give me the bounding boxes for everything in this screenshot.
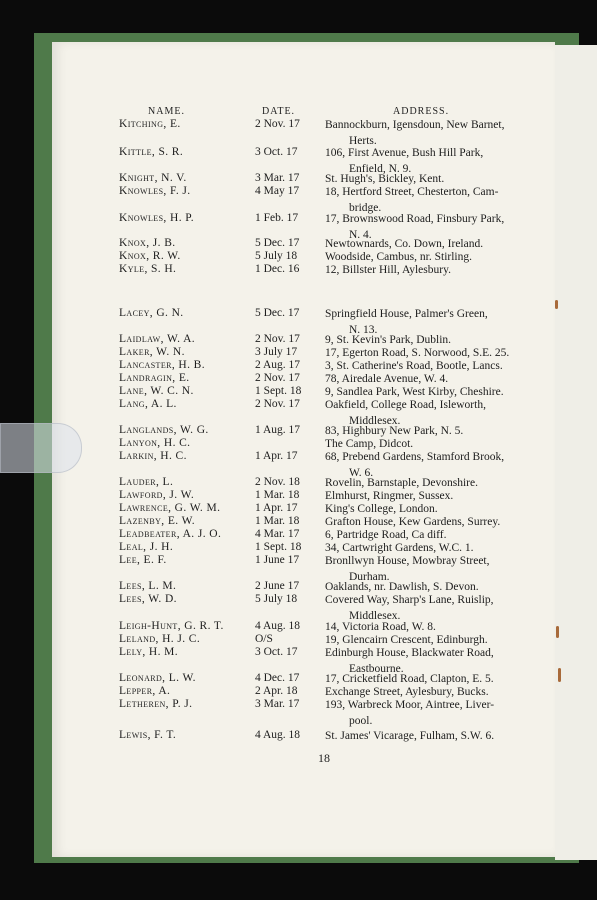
entry-address-line: 19, Glencairn Crescent, Edinburgh. <box>325 634 488 646</box>
entry-address-line: Rovelin, Barnstaple, Devonshire. <box>325 477 478 489</box>
entry-date: 1 Sept. 18 <box>255 385 302 397</box>
entry-name: Lepper, A. <box>119 685 171 697</box>
entry-address-continuation: Middlesex. <box>349 414 401 427</box>
entry-name: Langlands, W. G. <box>119 424 209 436</box>
entry-name: Leland, H. J. C. <box>119 633 201 645</box>
entry-date: 3 Mar. 17 <box>255 172 300 184</box>
entry-address-line: Covered Way, Sharp's Lane, Ruislip, <box>325 594 494 606</box>
entry-name: Leonard, L. W. <box>119 672 196 684</box>
entry-address-line: 14, Victoria Road, W. 8. <box>325 621 436 633</box>
entry-name: Larkin, H. C. <box>119 450 187 462</box>
entry-name: Laker, W. N. <box>119 346 185 358</box>
entry-address-line: Newtownards, Co. Down, Ireland. <box>325 238 484 250</box>
entry-name: Lawford, J. W. <box>119 489 195 501</box>
entry-name: Kittle, S. R. <box>119 146 184 158</box>
paper-mark <box>556 626 559 638</box>
entry-name: Leigh-Hunt, G. R. T. <box>119 620 224 632</box>
entry-date: 3 Oct. 17 <box>255 646 298 658</box>
entry-date: 1 Apr. 17 <box>255 450 298 462</box>
entry-date: 2 Aug. 17 <box>255 359 301 371</box>
entry-date: 4 May 17 <box>255 185 300 197</box>
entry-address-continuation: Enfield, N. 9. <box>349 162 412 175</box>
entry-name: Lees, W. D. <box>119 593 177 605</box>
entry-date: 1 Feb. 17 <box>255 212 299 224</box>
page-clip <box>0 423 82 473</box>
entry-date: 2 Nov. 18 <box>255 476 300 488</box>
entry-address-line: Edinburgh House, Blackwater Road, <box>325 647 494 659</box>
entry-name: Kitching, E. <box>119 118 181 130</box>
entry-address-line: 17, Brownswood Road, Finsbury Park, <box>325 213 505 225</box>
entry-address-line: 34, Cartwright Gardens, W.C. 1. <box>325 542 474 554</box>
entry-date: 3 Oct. 17 <box>255 146 298 158</box>
entry-address-line: 3, St. Catherine's Road, Bootle, Lancs. <box>325 360 503 372</box>
entry-address-line: St. Hugh's, Bickley, Kent. <box>325 173 445 185</box>
entry-name: Lazenby, E. W. <box>119 515 196 527</box>
entry-address-continuation: Middlesex. <box>349 609 401 622</box>
entry-name: Leal, J. H. <box>119 541 174 553</box>
entry-address <box>325 118 517 149</box>
entry-date: 5 Dec. 17 <box>255 307 300 319</box>
entry-date: 2 Nov. 17 <box>255 398 300 410</box>
entry-address <box>325 729 517 745</box>
entry-address-line: King's College, London. <box>325 503 438 515</box>
paper-mark <box>555 300 558 309</box>
entry-name: Lawrence, G. W. M. <box>119 502 221 514</box>
entry-address-continuation: pool. <box>349 714 373 727</box>
entry-name: Knight, N. V. <box>119 172 187 184</box>
entry-address-line: Exchange Street, Aylesbury, Bucks. <box>325 686 489 698</box>
entry-address-line: St. James' Vicarage, Fulham, S.W. 6. <box>325 730 495 742</box>
entry-name: Lacey, G. N. <box>119 307 184 319</box>
entry-date: 2 June 17 <box>255 580 300 592</box>
entry-name: Leadbeater, A. J. O. <box>119 528 222 540</box>
entry-address-line: Bannockburn, Igensdoun, New Barnet, <box>325 119 505 131</box>
entry-address-line: 106, First Avenue, Bush Hill Park, <box>325 147 484 159</box>
entry-date: 5 Dec. 17 <box>255 237 300 249</box>
entry-name: Knowles, H. P. <box>119 212 195 224</box>
entry-address-line: The Camp, Didcot. <box>325 438 414 450</box>
entry-date: 4 Dec. 17 <box>255 672 300 684</box>
entry-date: 4 Aug. 18 <box>255 729 301 741</box>
entry-date: 1 Aug. 17 <box>255 424 301 436</box>
entry-address-line: 9, St. Kevin's Park, Dublin. <box>325 334 452 346</box>
entry-address-continuation: Eastbourne. <box>349 662 404 675</box>
entry-name: Lees, L. M. <box>119 580 177 592</box>
entry-name: Landragin, E. <box>119 372 190 384</box>
entry-address-line: 18, Hertford Street, Chesterton, Cam- <box>325 186 499 198</box>
entry-address-line: 68, Prebend Gardens, Stamford Brook, <box>325 451 505 463</box>
entry-address-line: 9, Sandlea Park, West Kirby, Cheshire. <box>325 386 504 398</box>
entry-name: Kyle, S. H. <box>119 263 177 275</box>
name-column-header: NAME. <box>148 106 185 117</box>
entry-name: Laidlaw, W. A. <box>119 333 196 345</box>
entry-address <box>325 263 517 279</box>
entry-address-continuation: Durham. <box>349 570 390 583</box>
entry-address-line: Woodside, Cambus, nr. Stirling. <box>325 251 472 263</box>
date-column-header: DATE. <box>262 106 296 117</box>
entry-address-line: 78, Airedale Avenue, W. 4. <box>325 373 449 385</box>
page-number: 18 <box>318 751 330 765</box>
entry-address-line: Oaklands, nr. Dawlish, S. Devon. <box>325 581 479 593</box>
entry-date: 1 Mar. 18 <box>255 515 300 527</box>
entry-date: 2 Nov. 17 <box>255 333 300 345</box>
entry-address-line: 12, Billster Hill, Aylesbury. <box>325 264 451 276</box>
entry-date: 4 Mar. 17 <box>255 528 300 540</box>
entry-address-line: Elmhurst, Ringmer, Sussex. <box>325 490 454 502</box>
entry-date: O/S <box>255 633 273 645</box>
entry-address <box>325 698 517 729</box>
entry-date: 3 July 17 <box>255 346 298 358</box>
entry-address-line: Oakfield, College Road, Isleworth, <box>325 399 486 411</box>
entry-name: Knowles, F. J. <box>119 185 191 197</box>
entry-date: 5 July 18 <box>255 250 298 262</box>
address-column-header: ADDRESS. <box>393 106 450 117</box>
entry-date: 5 July 18 <box>255 593 298 605</box>
entry-name: Lancaster, H. B. <box>119 359 206 371</box>
entry-address-continuation: N. 4. <box>349 228 372 241</box>
entry-address-continuation: bridge. <box>349 201 382 214</box>
entry-address-line: 83, Highbury New Park, N. 5. <box>325 425 464 437</box>
entry-date: 1 Sept. 18 <box>255 541 302 553</box>
entry-address-continuation: N. 13. <box>349 323 378 336</box>
entry-address-line: Grafton House, Kew Gardens, Surrey. <box>325 516 501 528</box>
entry-address-line: 193, Warbreck Moor, Aintree, Liver- <box>325 699 495 711</box>
entry-name: Letheren, P. J. <box>119 698 193 710</box>
entry-name: Lely, H. M. <box>119 646 179 658</box>
entry-date: 2 Nov. 17 <box>255 372 300 384</box>
entry-name: Lane, W. C. N. <box>119 385 194 397</box>
entry-name: Lang, A. L. <box>119 398 177 410</box>
entry-date: 1 June 17 <box>255 554 300 566</box>
entry-address-continuation: Herts. <box>349 134 377 147</box>
entry-name: Knox, J. B. <box>119 237 176 249</box>
entry-address-line: 6, Partridge Road, Ca diff. <box>325 529 447 541</box>
entry-name: Knox, R. W. <box>119 250 181 262</box>
entry-date: 4 Aug. 18 <box>255 620 301 632</box>
entry-name: Lewis, F. T. <box>119 729 177 741</box>
entry-address-line: Bronllwyn House, Mowbray Street, <box>325 555 490 567</box>
entry-name: Lee, E. F. <box>119 554 167 566</box>
entry-address-line: Springfield House, Palmer's Green, <box>325 308 488 320</box>
entry-address-line: 17, Egerton Road, S. Norwood, S.E. 25. <box>325 347 510 359</box>
entry-date: 1 Apr. 17 <box>255 502 298 514</box>
entry-address-line: 17, Cricketfield Road, Clapton, E. 5. <box>325 673 494 685</box>
entry-name: Lanyon, H. C. <box>119 437 191 449</box>
entry-date: 1 Dec. 16 <box>255 263 300 275</box>
entry-address-continuation: W. 6. <box>349 466 374 479</box>
paper-mark <box>558 668 561 682</box>
entry-date: 2 Apr. 18 <box>255 685 298 697</box>
entry-date: 3 Mar. 17 <box>255 698 300 710</box>
entry-date: 2 Nov. 17 <box>255 118 300 130</box>
entry-name: Lauder, L. <box>119 476 174 488</box>
entry-date: 1 Mar. 18 <box>255 489 300 501</box>
next-page-edge <box>555 45 597 860</box>
